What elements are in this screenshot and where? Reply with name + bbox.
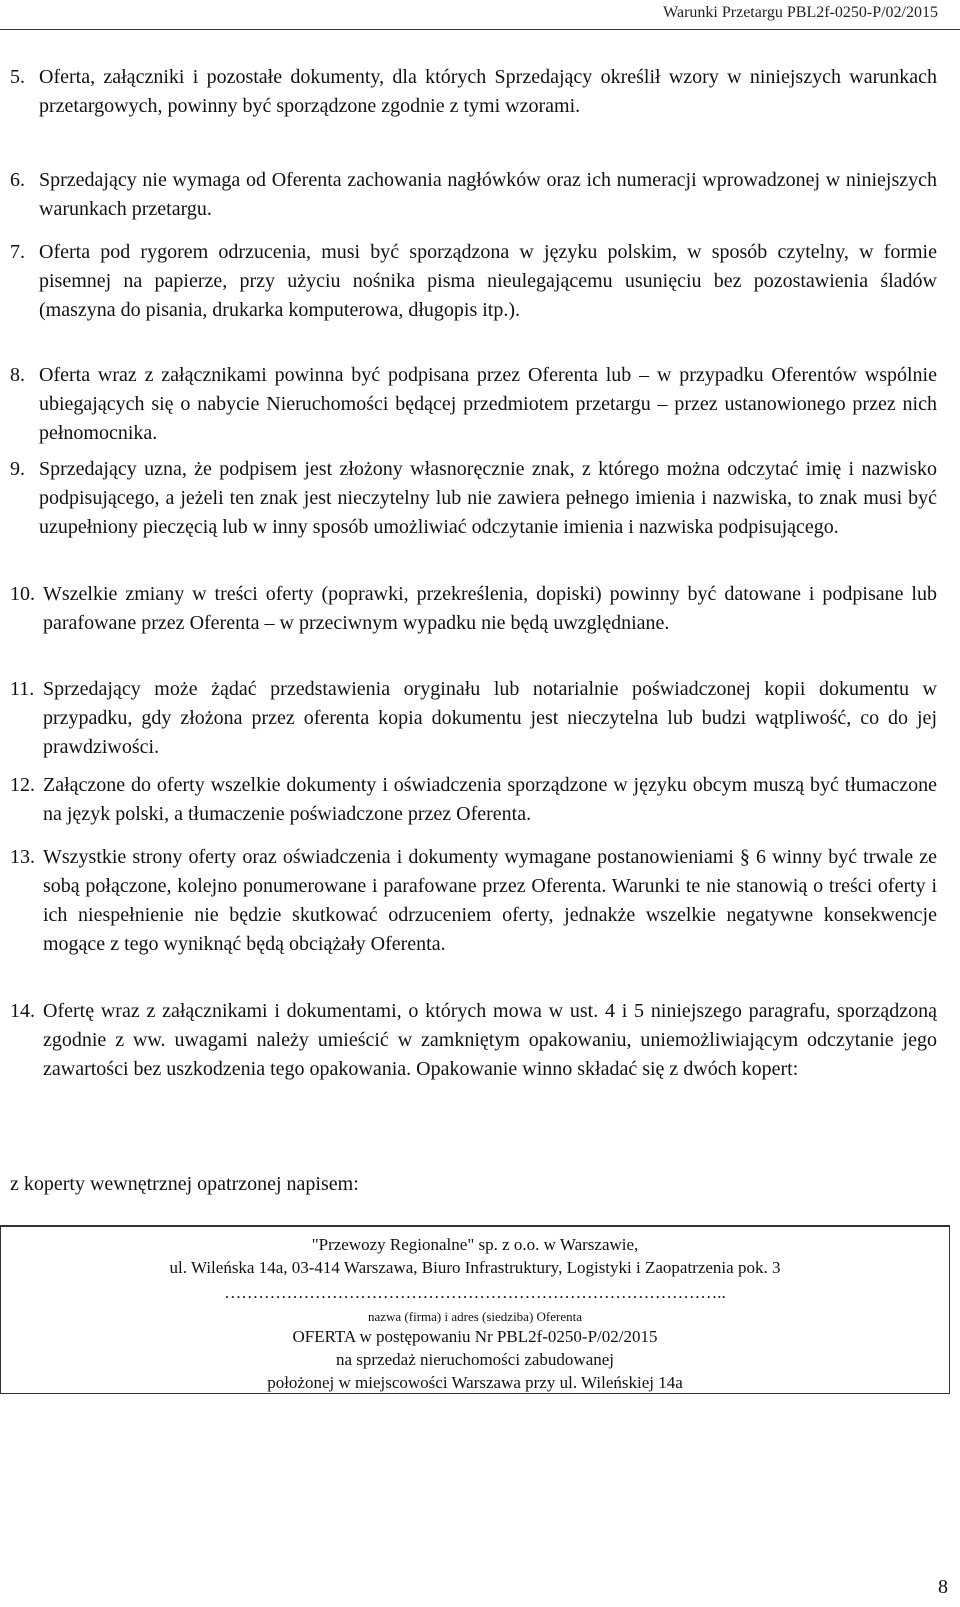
item-text: Sprzedający uzna, że podpisem jest złożony własnoręcznie znak, z którego można odczytać imię i nazwisko podpisującego, a jeżeli ten znak jest nieczytelny lub nie zawiera pełnego imienia i nazwiska, to znak musi być uzupełniony pieczęcią lub w inny sposób umożliwiać odczytanie imienia i nazwiska podpisującego. [39, 458, 937, 538]
envelope-instruction: z koperty wewnętrznej opatrzonej napisem: [10, 1173, 359, 1195]
item-text: Oferta wraz z załącznikami powinna być podpisana przez Oferenta lub – w przypadku Oferentów wspólnie ubiegających się o nabycie Nieruchomości będącej przedmiotem przetargu – przez ustanowionego przez nich pełnomocnika. [39, 364, 937, 444]
list-item [10, 455, 937, 542]
envelope-address: ul. Wileńska 14a, 03-414 Warszawa, Biuro Infrastruktury, Logistyki i Zaopatrzenia pok. 3 [169, 1258, 781, 1277]
page-header-title: Warunki Przetargu PBL2f-0250-P/02/2015 [663, 4, 938, 21]
item-number: 5. [10, 66, 25, 88]
item-number: 9. [10, 458, 25, 480]
envelope-company: "Przewozy Regionalne" sp. z o.o. w Warszawie, [311, 1235, 639, 1254]
header-divider [0, 29, 960, 30]
item-number: 6. [10, 169, 25, 191]
item-number: 12. [10, 774, 35, 796]
envelope-dotted-field: …………………………………………………………………………….. [224, 1283, 726, 1302]
item-text: Oferta pod rygorem odrzucenia, musi być sporządzona w języku polskim, w sposób czytelny, w formie pisemnej na papierze, przy użyciu nośnika pisma nieulegającemu usunięciu bez pozostawienia śladów (maszyna do pisania, drukarka komputerowa, długopis itp.). [39, 241, 937, 321]
item-number: 11. [10, 678, 35, 700]
envelope-offer-title: OFERTA w postępowaniu Nr PBL2f-0250-P/02/2015 [292, 1327, 658, 1346]
list-item [10, 238, 937, 325]
item-text: Oferta, załączniki i pozostałe dokumenty, dla których Sprzedający określił wzory w niniejszych warunkach przetargowych, powinny być sporządzone zgodnie z tymi wzorami. [39, 66, 937, 117]
list-item [10, 63, 937, 121]
list-item [10, 166, 937, 224]
item-text: Sprzedający nie wymaga od Oferenta zachowania nagłówków oraz ich numeracji wprowadzonej w niniejszych warunkach przetargu. [39, 169, 937, 220]
envelope-offer-location: położonej w miejscowości Warszawa przy ul. Wileńskiej 14a [267, 1373, 683, 1392]
item-number: 13. [10, 846, 35, 868]
list-item [10, 361, 937, 448]
list-item [10, 997, 937, 1084]
item-number: 8. [10, 364, 25, 386]
item-number: 14. [10, 1000, 35, 1022]
item-text: Wszystkie strony oferty oraz oświadczenia i dokumenty wymagane postanowieniami § 6 winny być trwale ze sobą połączone, kolejno ponumerowane i parafowane przez Oferenta. Warunki te nie stanowią o treści oferty i ich niespełnienie nie będzie skutkować odrzuceniem oferty, jednakże wszelkie negatywne konsekwencje mogące z tego wyniknąć będą obciążały Oferenta. [43, 846, 937, 955]
list-item [10, 843, 937, 959]
envelope-box [0, 1225, 950, 1394]
envelope-offer-subject: na sprzedaż nieruchomości zabudowanej [335, 1350, 615, 1369]
list-item [10, 771, 937, 829]
item-number: 10. [10, 583, 35, 605]
item-text: Załączone do oferty wszelkie dokumenty i oświadczenia sporządzone w języku obcym muszą być tłumaczone na język polski, a tłumaczenie poświadczone przez Oferenta. [43, 774, 937, 825]
page-number: 8 [938, 1576, 948, 1598]
list-item [10, 580, 937, 638]
item-text: Ofertę wraz z załącznikami i dokumentami, o których mowa w ust. 4 i 5 niniejszego paragrafu, sporządzoną zgodnie z ww. uwagami należy umieścić w zamkniętym opakowaniu, uniemożliwiającym odczytanie jego zawartości bez uszkodzenia tego opakowania. Opakowanie winno składać się z dwóch kopert: [43, 1000, 937, 1080]
list-item [10, 675, 937, 762]
item-text: Sprzedający może żądać przedstawienia oryginału lub notarialnie poświadczonej kopii dokumentu w przypadku, gdy złożona przez oferenta kopia dokumentu jest nieczytelna lub budzi wątpliwość, co do jej prawdziwości. [43, 678, 937, 758]
item-text: Wszelkie zmiany w treści oferty (poprawki, przekreślenia, dopiski) powinny być datowane i podpisane lub parafowane przez Oferenta – w przeciwnym wypadku nie będą uwzględniane. [43, 583, 937, 634]
item-number: 7. [10, 241, 25, 263]
envelope-field-caption: nazwa (firma) i adres (siedziba) Oferenta [367, 1309, 583, 1324]
